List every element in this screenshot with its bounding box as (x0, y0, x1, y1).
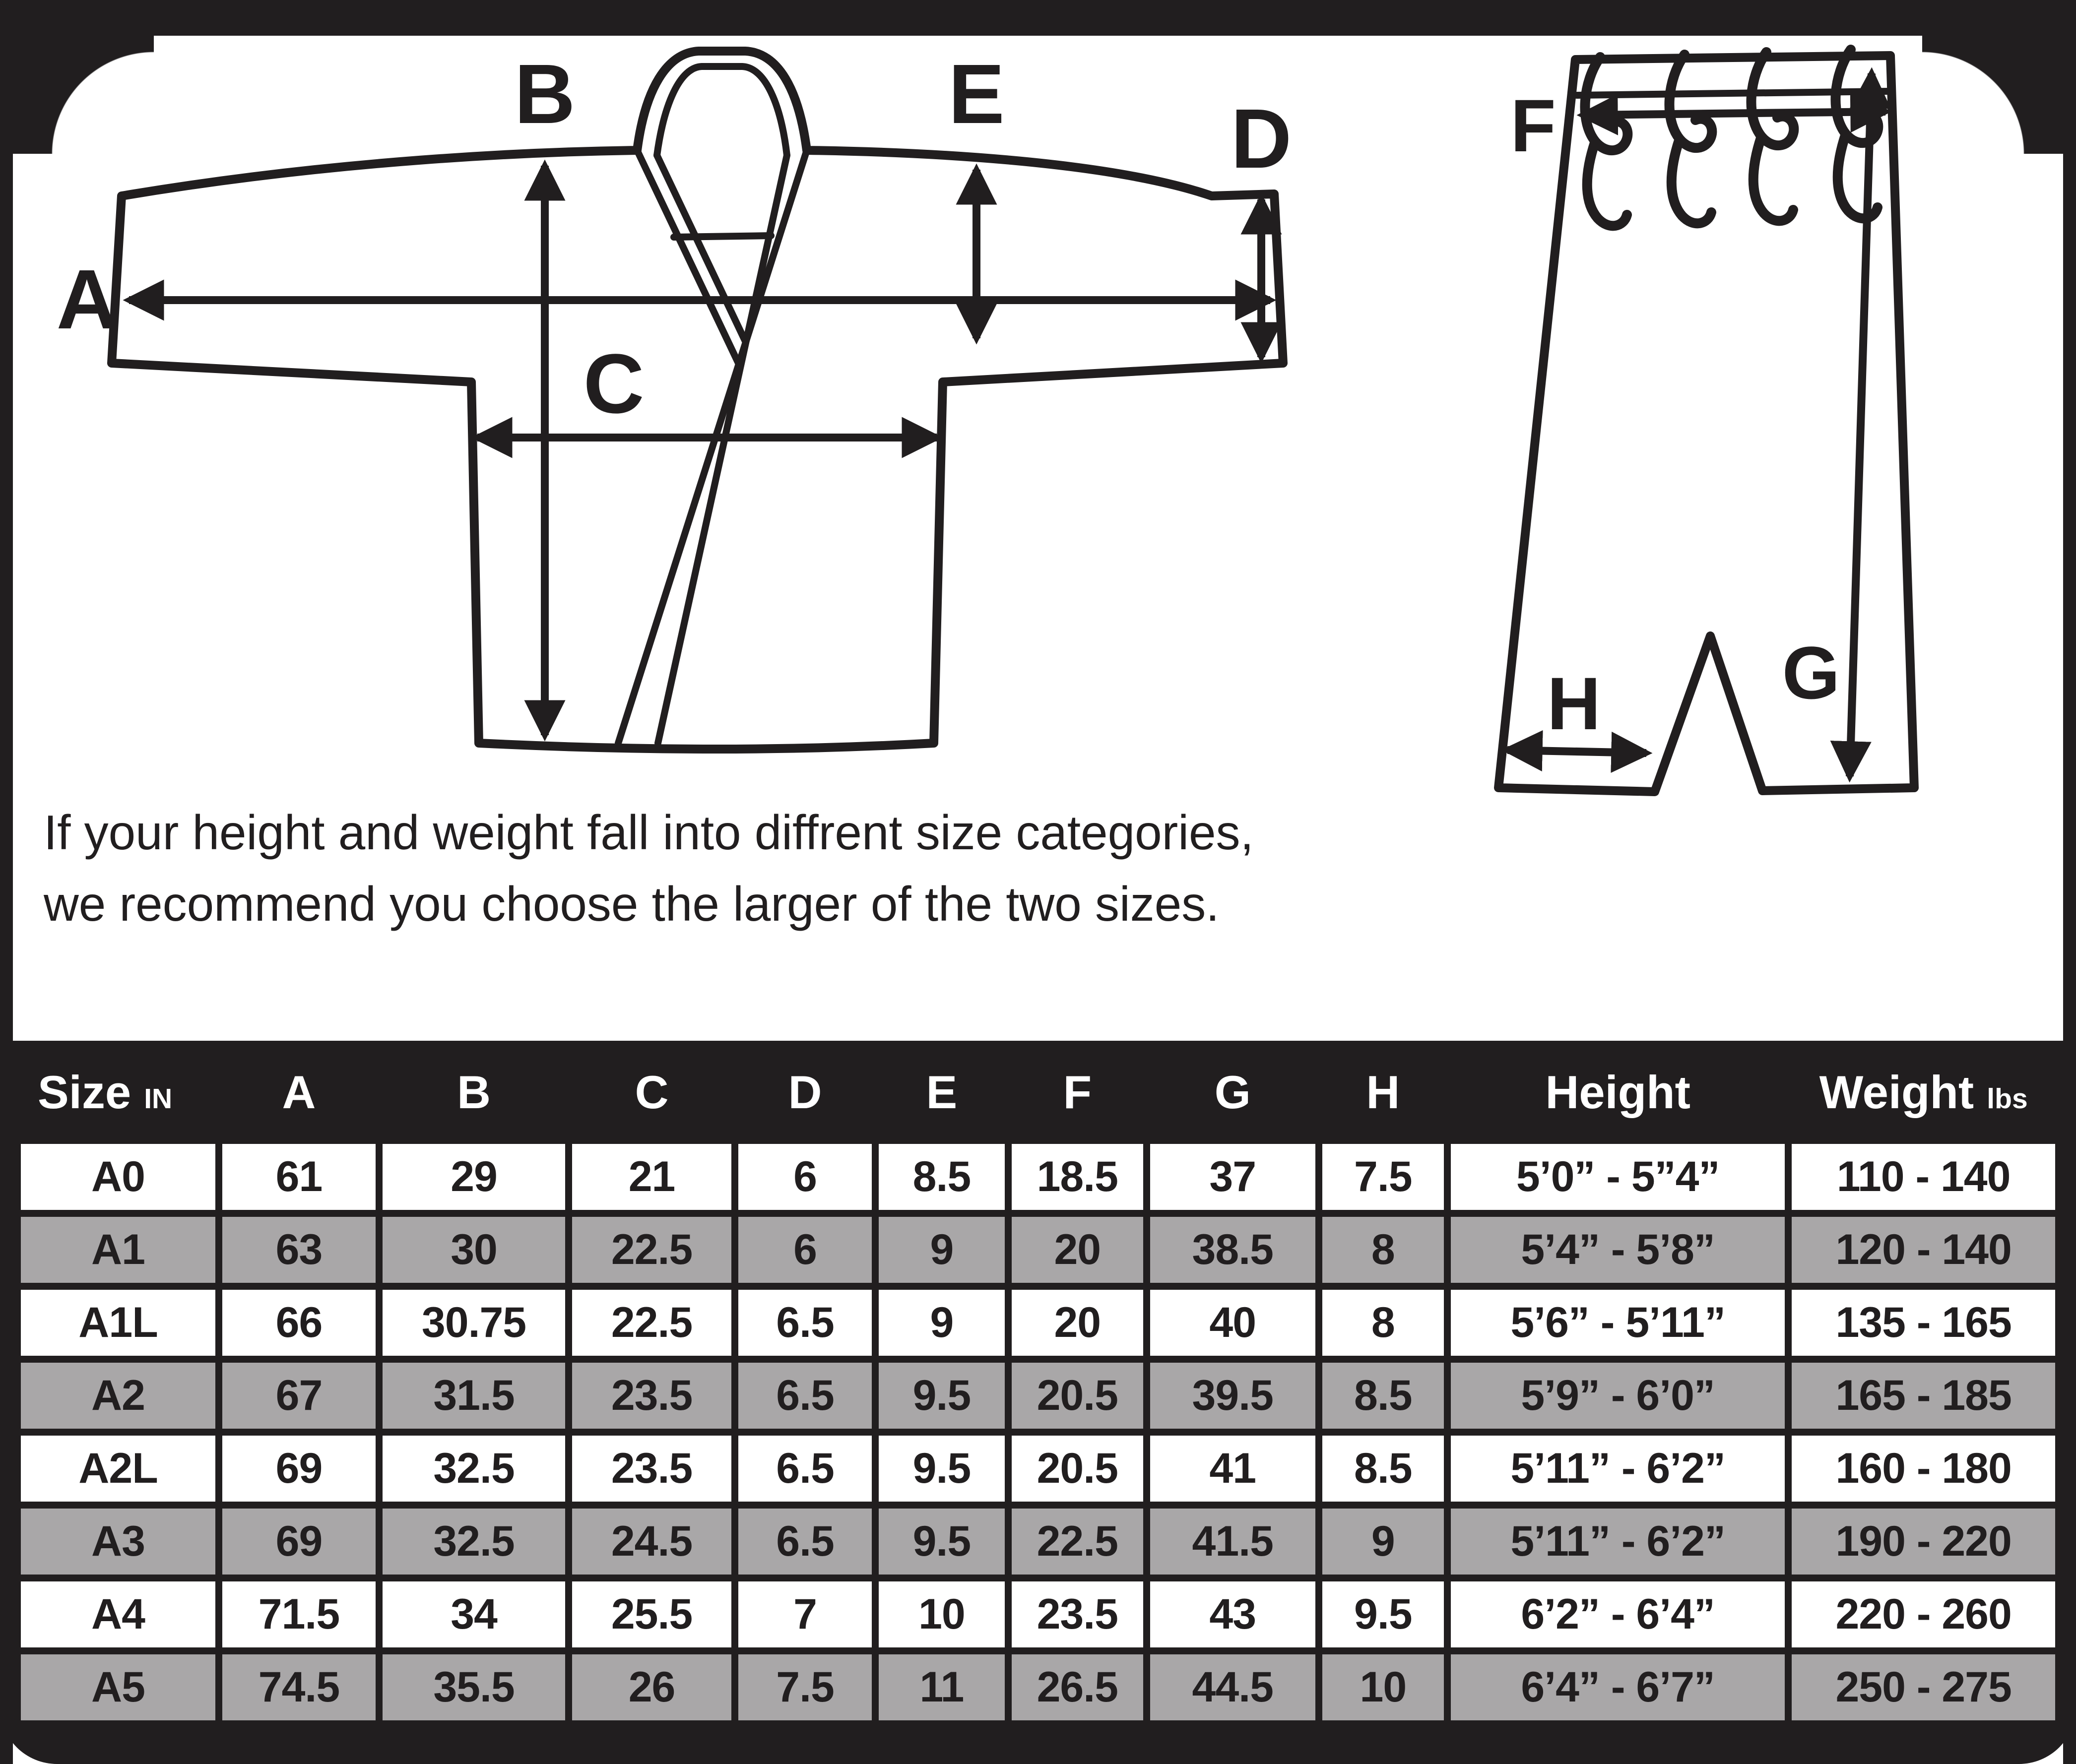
value-cell: 43 (1150, 1581, 1315, 1647)
col-header-height: Height (1451, 1048, 1785, 1137)
value-cell: 5’0” - 5”4” (1451, 1144, 1785, 1210)
col-header-c: C (572, 1048, 731, 1137)
value-cell: 74.5 (222, 1654, 376, 1720)
size-table (14, 1041, 2062, 1727)
value-cell: 35.5 (383, 1654, 565, 1720)
value-cell: 6.5 (738, 1290, 872, 1356)
value-cell: 110 - 140 (1792, 1144, 2055, 1210)
value-cell: 32.5 (383, 1509, 565, 1575)
value-cell: 9.5 (1322, 1581, 1444, 1647)
gi-pants-diagram (1464, 10, 1940, 814)
gi-jacket-diagram (30, 35, 1300, 799)
weight-unit-label: lbs (1987, 1083, 2028, 1115)
value-cell: 25.5 (572, 1581, 731, 1647)
value-cell: 8.5 (1322, 1363, 1444, 1429)
value-cell: 11 (879, 1654, 1004, 1720)
size-cell: A1L (21, 1290, 215, 1356)
table-row (21, 1363, 2055, 1429)
value-cell: 30.75 (383, 1290, 565, 1356)
value-cell: 69 (222, 1509, 376, 1575)
waistband-line (1577, 91, 1889, 95)
measure-label-a: A (56, 252, 118, 347)
table-row (21, 1654, 2055, 1720)
value-cell: 20.5 (1012, 1436, 1143, 1502)
frame-corner-ornament-right (1922, 0, 2076, 154)
size-cell: A3 (21, 1509, 215, 1575)
value-cell: 120 - 140 (1792, 1217, 2055, 1283)
value-cell: 30 (383, 1217, 565, 1283)
value-cell: 26.5 (1012, 1654, 1143, 1720)
measure-arrow-h (1507, 750, 1646, 753)
value-cell: 6’2” - 6’4” (1451, 1581, 1785, 1647)
value-cell: 6 (738, 1144, 872, 1210)
value-cell: 160 - 180 (1792, 1436, 2055, 1502)
measure-label-g: G (1782, 631, 1840, 714)
measure-label-d: D (1231, 92, 1292, 186)
value-cell: 21 (572, 1144, 731, 1210)
value-cell: 10 (879, 1581, 1004, 1647)
value-cell: 9.5 (879, 1436, 1004, 1502)
col-header-weight: Weight lbs (1792, 1048, 2055, 1137)
value-cell: 38.5 (1150, 1217, 1315, 1283)
measure-label-f: F (1510, 84, 1556, 167)
value-cell: 41.5 (1150, 1509, 1315, 1575)
value-cell: 7.5 (1322, 1144, 1444, 1210)
value-cell: 6.5 (738, 1363, 872, 1429)
value-cell: 37 (1150, 1144, 1315, 1210)
value-cell: 67 (222, 1363, 376, 1429)
size-table-wrap (0, 1041, 2076, 1764)
value-cell: 5’9” - 6’0” (1451, 1363, 1785, 1429)
table-row (21, 1144, 2055, 1210)
value-cell: 9.5 (879, 1509, 1004, 1575)
value-cell: 190 - 220 (1792, 1509, 2055, 1575)
col-header-size: Size IN (21, 1048, 215, 1137)
size-cell: A5 (21, 1654, 215, 1720)
value-cell: 9 (879, 1290, 1004, 1356)
jacket-outline (112, 51, 1283, 749)
value-cell: 6.5 (738, 1509, 872, 1575)
value-cell: 5’6” - 5’11” (1451, 1290, 1785, 1356)
value-cell: 5’11” - 6’2” (1451, 1436, 1785, 1502)
table-row (21, 1290, 2055, 1356)
value-cell: 5’4” - 5’8” (1451, 1217, 1785, 1283)
value-cell: 31.5 (383, 1363, 565, 1429)
col-header-e: E (879, 1048, 1004, 1137)
value-cell: 23.5 (1012, 1581, 1143, 1647)
value-cell: 23.5 (572, 1436, 731, 1502)
value-cell: 8.5 (879, 1144, 1004, 1210)
size-cell: A2L (21, 1436, 215, 1502)
value-cell: 7 (738, 1581, 872, 1647)
value-cell: 6 (738, 1217, 872, 1283)
size-note (44, 797, 1254, 940)
value-cell: 32.5 (383, 1436, 565, 1502)
value-cell: 5’11” - 6’2” (1451, 1509, 1785, 1575)
value-cell: 71.5 (222, 1581, 376, 1647)
value-cell: 22.5 (572, 1217, 731, 1283)
value-cell: 6.5 (738, 1436, 872, 1502)
value-cell: 8 (1322, 1290, 1444, 1356)
col-header-a: A (222, 1048, 376, 1137)
value-cell: 41 (1150, 1436, 1315, 1502)
value-cell: 63 (222, 1217, 376, 1283)
measure-label-h: H (1547, 662, 1601, 745)
col-header-d: D (738, 1048, 872, 1137)
col-header-f: F (1012, 1048, 1143, 1137)
measure-label-b: B (514, 47, 576, 141)
value-cell: 66 (222, 1290, 376, 1356)
value-cell: 20.5 (1012, 1363, 1143, 1429)
value-cell: 24.5 (572, 1509, 731, 1575)
size-cell: A0 (21, 1144, 215, 1210)
note-line-1: If your height and weight fall into diffrent size categories, (44, 805, 1254, 860)
note-line-2: we recommend you choose the larger of the two sizes. (44, 877, 1220, 932)
value-cell: 20 (1012, 1290, 1143, 1356)
value-cell: 165 - 185 (1792, 1363, 2055, 1429)
value-cell: 9 (1322, 1509, 1444, 1575)
value-cell: 23.5 (572, 1363, 731, 1429)
col-header-b: B (383, 1048, 565, 1137)
size-cell: A2 (21, 1363, 215, 1429)
value-cell: 69 (222, 1436, 376, 1502)
value-cell: 18.5 (1012, 1144, 1143, 1210)
measure-arrow-f (1583, 112, 1885, 115)
value-cell: 220 - 260 (1792, 1581, 2055, 1647)
size-cell: A4 (21, 1581, 215, 1647)
col-header-h: H (1322, 1048, 1444, 1137)
measure-label-e: E (948, 47, 1005, 141)
value-cell: 250 - 275 (1792, 1654, 2055, 1720)
value-cell: 61 (222, 1144, 376, 1210)
value-cell: 22.5 (572, 1290, 731, 1356)
value-cell: 9 (879, 1217, 1004, 1283)
header-row (21, 1048, 2055, 1137)
value-cell: 29 (383, 1144, 565, 1210)
value-cell: 22.5 (1012, 1509, 1143, 1575)
value-cell: 34 (383, 1581, 565, 1647)
col-header-g: G (1150, 1048, 1315, 1137)
value-cell: 9.5 (879, 1363, 1004, 1429)
value-cell: 8 (1322, 1217, 1444, 1283)
value-cell: 7.5 (738, 1654, 872, 1720)
table-row (21, 1581, 2055, 1647)
measure-label-c: C (583, 337, 645, 431)
neck-seam (674, 236, 771, 237)
size-cell: A1 (21, 1217, 215, 1283)
value-cell: 20 (1012, 1217, 1143, 1283)
size-unit-label: IN (144, 1083, 173, 1115)
value-cell: 39.5 (1150, 1363, 1315, 1429)
table-row (21, 1509, 2055, 1575)
value-cell: 26 (572, 1654, 731, 1720)
value-cell: 8.5 (1322, 1436, 1444, 1502)
value-cell: 10 (1322, 1654, 1444, 1720)
value-cell: 40 (1150, 1290, 1315, 1356)
value-cell: 44.5 (1150, 1654, 1315, 1720)
value-cell: 6’4” - 6’7” (1451, 1654, 1785, 1720)
table-row (21, 1436, 2055, 1502)
value-cell: 135 - 165 (1792, 1290, 2055, 1356)
table-row (21, 1217, 2055, 1283)
